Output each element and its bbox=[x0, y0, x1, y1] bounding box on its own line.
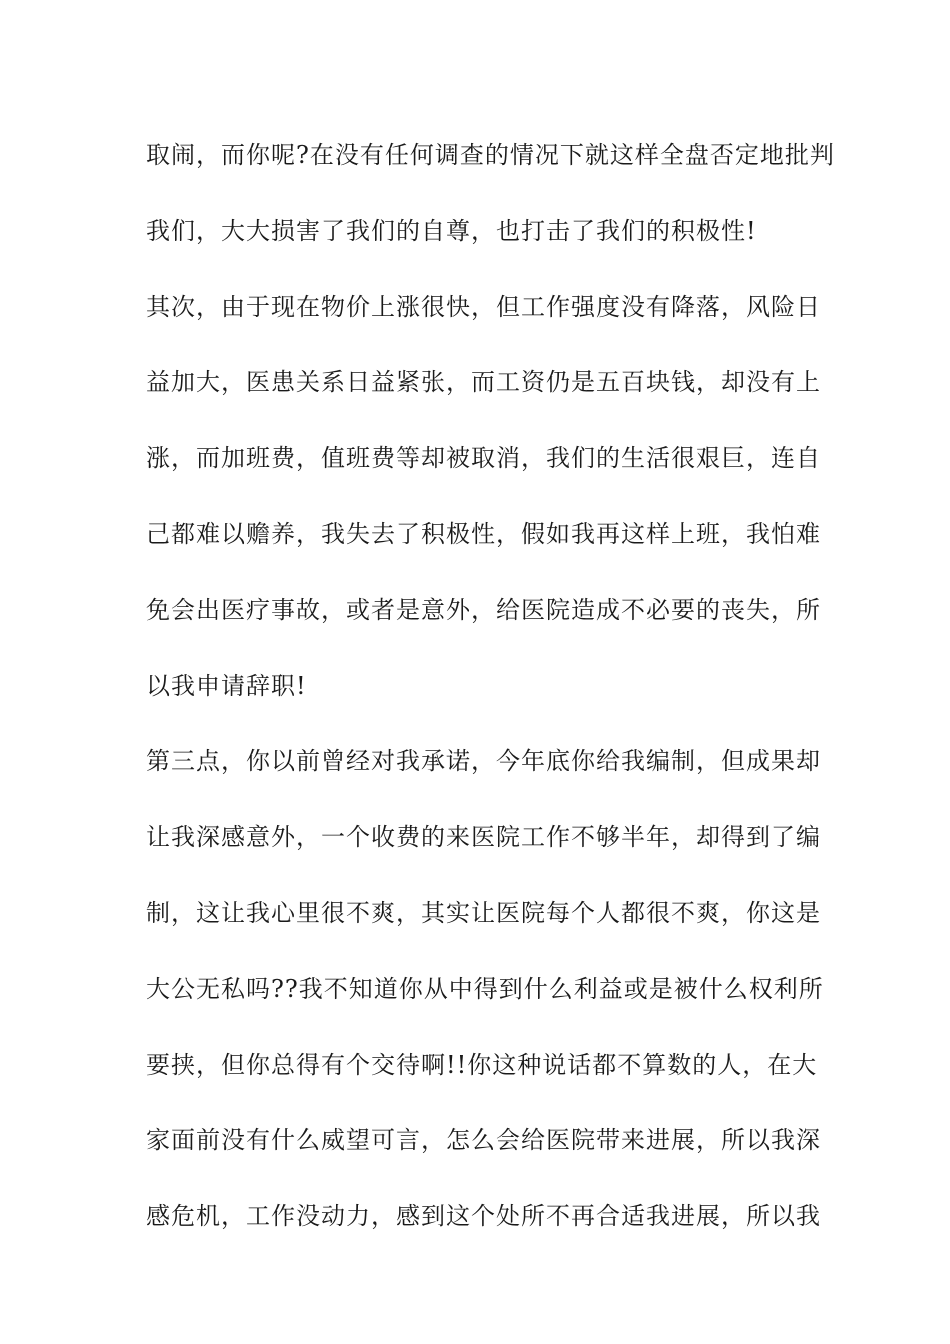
text-line: 感危机，工作没动力，感到这个处所不再合适我进展，所以我 bbox=[146, 1202, 821, 1231]
text-line: 取闹，而你呢?在没有任何调查的情况下就这样全盘否定地批判 bbox=[146, 141, 835, 169]
text-line: 己都难以赡养，我失去了积极性，假如我再这样上班，我怕难 bbox=[146, 519, 821, 548]
text-line: 制，这让我心里很不爽，其实让医院每个人都很不爽，你这是 bbox=[146, 898, 821, 927]
text-line: 要挟，但你总得有个交待啊!!你这种说话都不算数的人，在大 bbox=[146, 1050, 818, 1079]
text-line: 其次，由于现在物价上涨很快，但工作强度没有降落，风险日 bbox=[146, 292, 821, 321]
text-line: 以我申请辞职! bbox=[146, 671, 307, 700]
text-line: 让我深感意外，一个收费的来医院工作不够半年，却得到了编 bbox=[146, 823, 821, 852]
text-line: 涨，而加班费，值班费等却被取消，我们的生活很艰巨，连自 bbox=[146, 444, 821, 473]
body-text bbox=[146, 130, 835, 1267]
text-line: 家面前没有什么威望可言，怎么会给医院带来进展，所以我深 bbox=[146, 1126, 821, 1155]
text-line: 益加大，医患关系日益紧张，而工资仍是五百块钱，却没有上 bbox=[146, 368, 821, 397]
text-line: 我们，大大损害了我们的自尊，也打击了我们的积极性! bbox=[146, 216, 757, 245]
text-line: 大公无私吗??我不知道你从中得到什么利益或是被什么权利所 bbox=[146, 974, 824, 1003]
text-line: 第三点，你以前曾经对我承诺，今年底你给我编制，但成果却 bbox=[146, 747, 821, 776]
text-line: 免会出医疗事故，或者是意外，给医院造成不必要的丧失，所 bbox=[146, 595, 821, 624]
